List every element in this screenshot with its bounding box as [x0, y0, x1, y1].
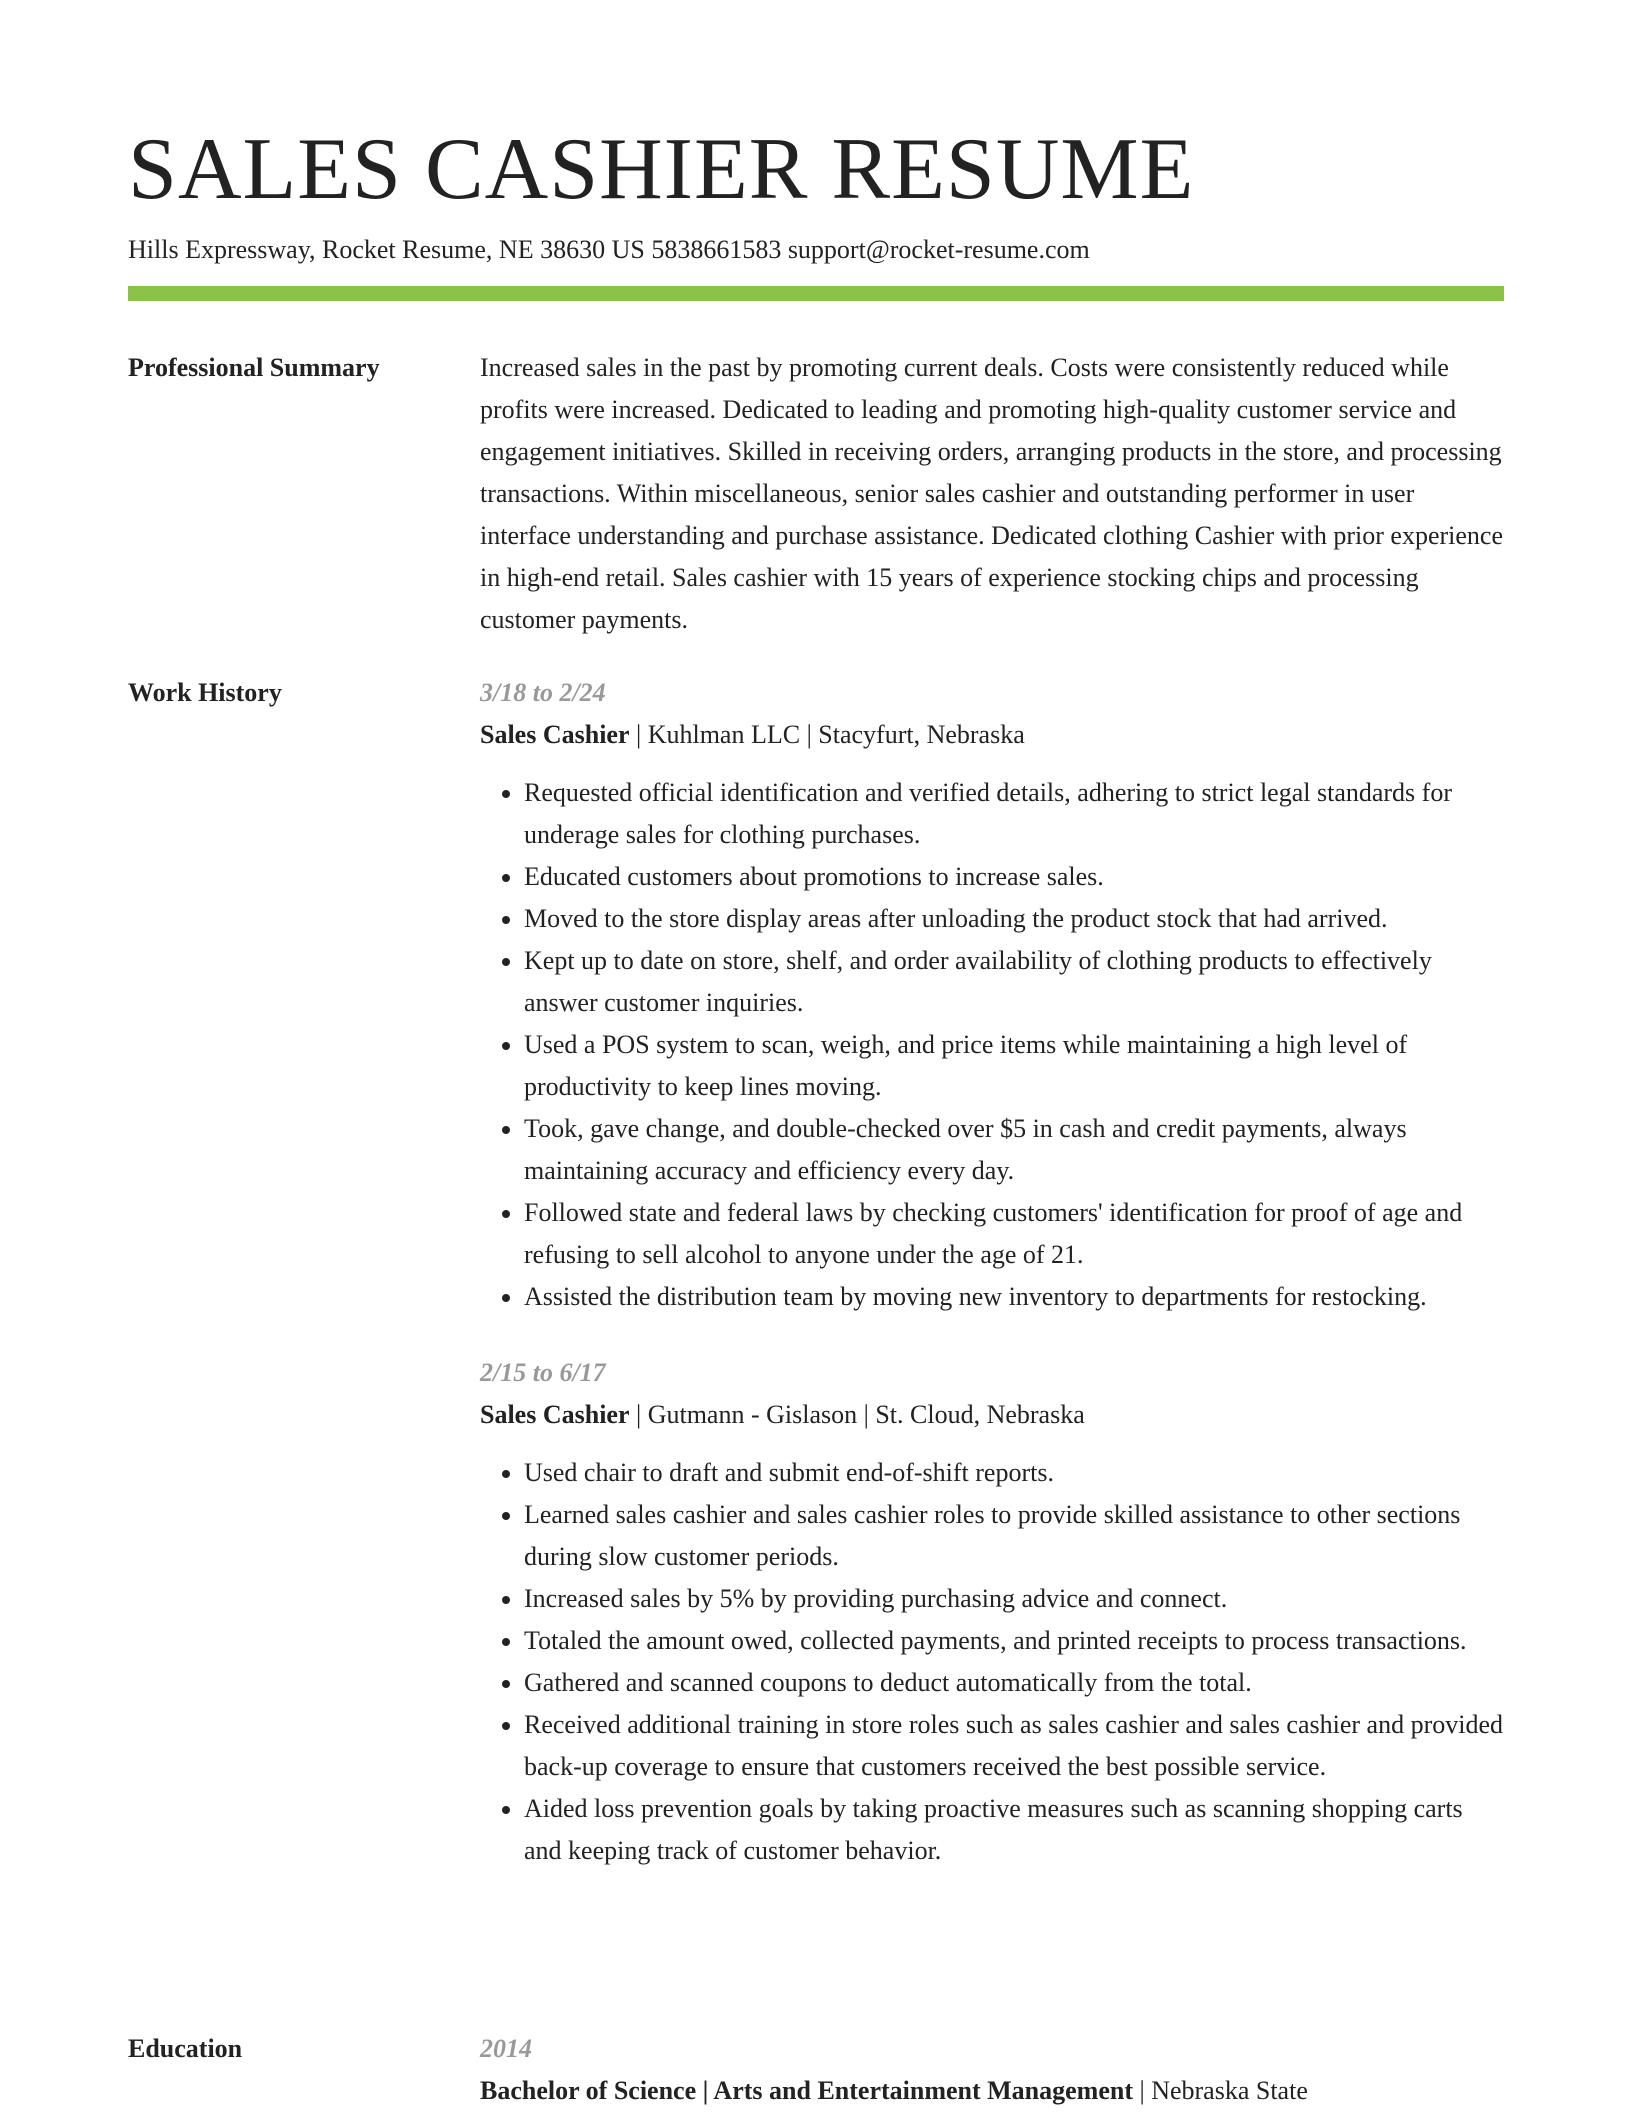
bullet-item: • Gathered and scanned coupons to deduct automatically from the total.: [524, 1662, 1504, 1704]
resume-header: [128, 120, 1504, 268]
job-bullets: [480, 1452, 1504, 1872]
summary-body: [480, 347, 1504, 641]
work-history-heading: Work History: [128, 678, 282, 707]
job-bullets: [480, 772, 1504, 1318]
bullet-item: • Totaled the amount owed, collected payments, and printed receipts to process transactions.: [524, 1620, 1504, 1662]
degree-name: Bachelor of Science | Arts and Entertainment Management: [480, 2076, 1133, 2105]
job-details: | Gutmann - Gislason | St. Cloud, Nebraska: [629, 1400, 1085, 1429]
bullet-item: • Requested official identification and verified details, adhering to strict legal standards for underage sales for clothing purchases.: [524, 772, 1504, 856]
bullet-item: • Aided loss prevention goals by taking proactive measures such as scanning shopping carts and keeping track of customer behavior.: [524, 1788, 1504, 1872]
job-title: Sales Cashier: [480, 720, 630, 749]
job-dates: 3/18 to 2/24: [480, 678, 606, 707]
education-body: [480, 2028, 1504, 2112]
bullet-item: • Followed state and federal laws by checking customers' identification for proof of age and refusing to sell alcohol to anyone under the age of 21.: [524, 1192, 1504, 1276]
header-divider: [128, 286, 1504, 301]
bullet-item: • Kept up to date on store, shelf, and order availability of clothing products to effectively answer customer inquiries.: [524, 940, 1504, 1024]
job-details: | Kuhlman LLC | Stacyfurt, Nebraska: [629, 720, 1025, 749]
contact-line: Hills Expressway, Rocket Resume, NE 38630 US 5838661583 support@rocket-resume.com: [128, 235, 1090, 264]
job-title: Sales Cashier: [480, 1400, 630, 1429]
work-history-body: [480, 672, 1504, 1906]
education-year: 2014: [480, 2034, 532, 2063]
bullet-item: • Moved to the store display areas after unloading the product stock that had arrived.: [524, 898, 1504, 940]
job-heading: [480, 714, 1504, 756]
bullet-item: • Received additional training in store roles such as sales cashier and sales cashier and provided back-up coverage to ensure that customers received the best possible service.: [524, 1704, 1504, 1788]
education-line: [480, 2070, 1504, 2112]
school-name: | Nebraska State: [1133, 2076, 1308, 2105]
bullet-item: • Learned sales cashier and sales cashier roles to provide skilled assistance to other sections during slow customer periods.: [524, 1494, 1504, 1578]
job-entry: [480, 1352, 1504, 1872]
bullet-item: • Increased sales by 5% by providing purchasing advice and connect.: [524, 1578, 1504, 1620]
summary-heading: Professional Summary: [128, 353, 380, 382]
job-heading: [480, 1394, 1504, 1436]
job-entry: [480, 672, 1504, 1318]
bullet-item: • Took, gave change, and double-checked over $5 in cash and credit payments, always maintaining accuracy and efficiency every day.: [524, 1108, 1504, 1192]
education-heading: Education: [128, 2034, 243, 2063]
bullet-item: • Used a POS system to scan, weigh, and price items while maintaining a high level of productivity to keep lines moving.: [524, 1024, 1504, 1108]
summary-text: Increased sales in the past by promoting current deals. Costs were consistently reduced while profits were increased. Dedicated to leading and promoting high-quality customer service and engagement initiatives. Skilled in receiving orders, arranging products in the store, and processing transactions. Within miscellaneous, senior sales cashier and outstanding performer in user interface understanding and purchase assistance. Dedicated clothing Cashier with prior experience in high-end retail. Sales cashier with 15 years of experience stocking chips and processing customer payments.: [480, 353, 1503, 634]
bullet-item: • Educated customers about promotions to increase sales.: [524, 856, 1504, 898]
resume-title: SALES CASHIER RESUME: [128, 121, 1195, 218]
bullet-item: • Assisted the distribution team by moving new inventory to departments for restocking.: [524, 1276, 1504, 1318]
bullet-item: • Used chair to draft and submit end-of-shift reports.: [524, 1452, 1504, 1494]
job-dates: 2/15 to 6/17: [480, 1358, 606, 1387]
